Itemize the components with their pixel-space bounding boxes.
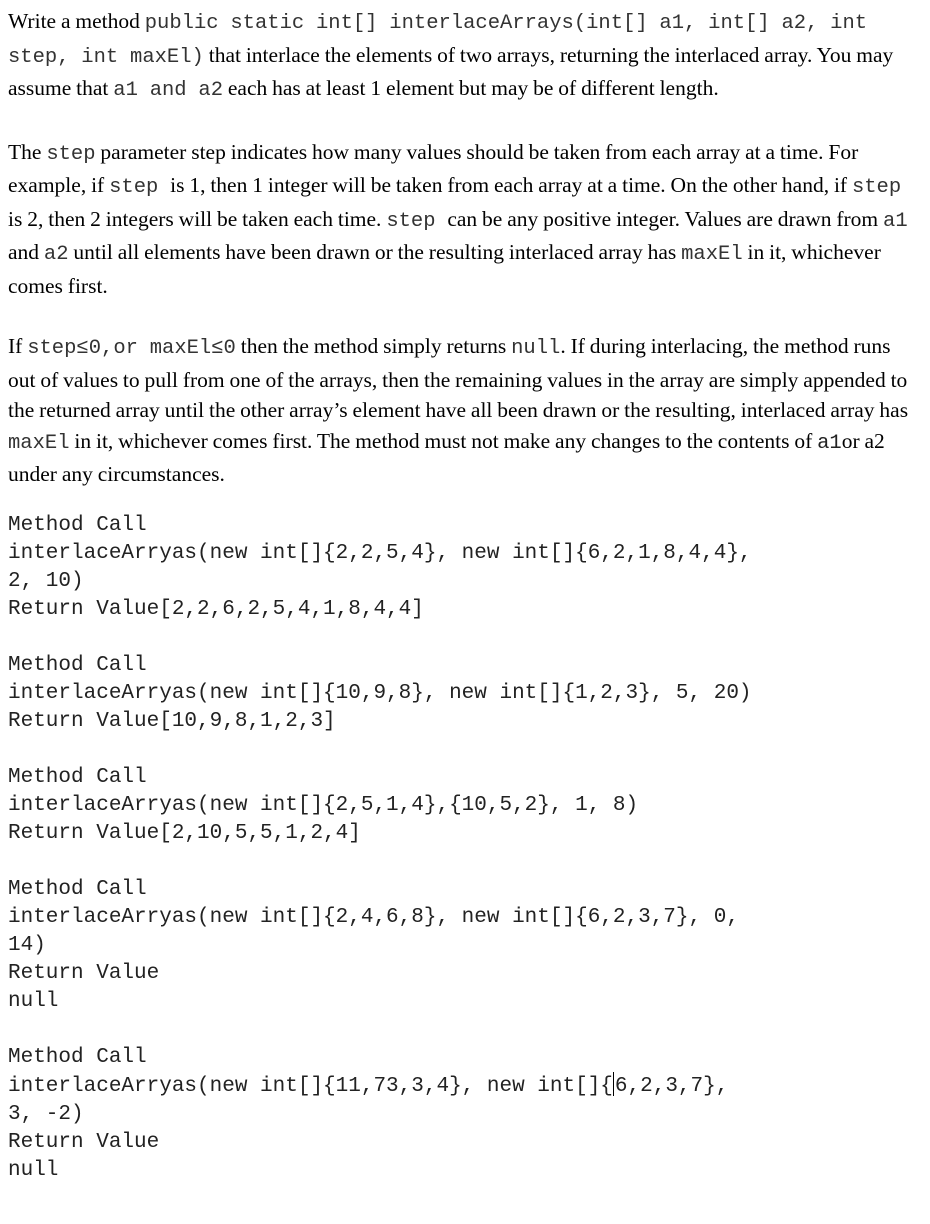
- inline-code: step: [386, 209, 448, 233]
- method-call-code: [8, 1072, 918, 1101]
- inline-code: maxEl: [8, 431, 70, 455]
- method-call-code: interlaceArryas(new int[]{2,5,1,4},{10,5,2}, 1, 8): [8, 793, 639, 817]
- return-value: Return Value[2,2,6,2,5,4,1,8,4,4]: [8, 597, 424, 621]
- text-run: each has at least 1 element but may be of different length.: [223, 76, 719, 100]
- examples-section: [8, 512, 918, 1185]
- paragraph-method-description: [8, 6, 918, 107]
- paragraph-step-description: [8, 137, 918, 302]
- method-call-code: 2, 10): [8, 569, 84, 593]
- method-call-code: interlaceArryas(new int[]{2,2,5,4}, new int[]{6,2,1,8,4,4},: [8, 541, 752, 565]
- example-block: [8, 1044, 918, 1185]
- text-run: that interlace the elements of two arrays, returning the interlaced array. You may assume that: [8, 42, 894, 100]
- text-run: If: [8, 334, 28, 358]
- text-run: . If during interlacing, the method runs out of values to pull from one of the arrays, then the remaining values in the array are simply appended to the returned array until the other array’s element have all been drawn or the resulting, interlaced array has: [8, 334, 909, 422]
- paragraph-null-and-append-rules: [8, 331, 918, 490]
- example-block: [8, 652, 918, 736]
- method-call-code: interlaceArryas(new int[]{2,4,6,8}, new int[]{6,2,3,7}, 0,: [8, 905, 739, 929]
- method-call-code: 3, -2): [8, 1102, 84, 1126]
- text-run: is 1, then 1 integer will be taken from each array at a time. On the other hand, if: [170, 173, 852, 197]
- text-run: can be any positive integer. Values are drawn from: [447, 206, 884, 231]
- text-run: Write a method: [8, 9, 145, 33]
- method-call-heading: Method Call: [8, 765, 147, 789]
- code-fragment: interlaceArryas(new int[]{11,73,3,4}, new int[]{: [8, 1074, 613, 1098]
- return-value: null: [8, 989, 59, 1013]
- method-call-heading: Method Call: [8, 653, 147, 677]
- inline-code: a1: [817, 431, 842, 455]
- return-value: Return Value[10,9,8,1,2,3]: [8, 709, 336, 733]
- text-cursor: [613, 1072, 614, 1096]
- inline-code: null: [511, 337, 561, 360]
- method-call-heading: Method Call: [8, 513, 147, 537]
- return-value-label: Return Value: [8, 961, 160, 985]
- document-page: [8, 6, 918, 1185]
- text-run: or a2 under any circumstances.: [8, 428, 885, 486]
- inline-code: step≤0,or maxEl≤0: [27, 337, 236, 360]
- method-call-code: interlaceArryas(new int[]{10,9,8}, new int[]{1,2,3}, 5, 20): [8, 681, 752, 705]
- method-signature-code: public static int[] interlaceArrays(int[] a1, int[] a2, int step, int maxEl): [8, 12, 868, 69]
- method-call-heading: Method Call: [8, 1045, 147, 1069]
- inline-code: step: [46, 142, 96, 166]
- inline-code: a2: [43, 243, 69, 266]
- method-call-heading: Method Call: [8, 877, 147, 901]
- return-value-label: Return Value: [8, 1130, 160, 1154]
- text-run: in it, whichever comes first.: [8, 240, 881, 298]
- example-block: [8, 764, 918, 848]
- inline-code: maxEl: [681, 243, 743, 266]
- method-call-code: 14): [8, 933, 46, 957]
- text-run: parameter step indicates how many values should be taken from each array at a time. For example, if: [8, 139, 859, 197]
- example-block: [8, 512, 918, 624]
- inline-code: step: [851, 176, 902, 199]
- inline-code: a1: [883, 209, 908, 233]
- text-run: and: [8, 240, 44, 264]
- text-run: until all elements have been drawn or the resulting interlaced array has: [68, 240, 682, 264]
- inline-code: step: [109, 176, 171, 199]
- return-value: null: [8, 1158, 59, 1182]
- inline-code: a1 and a2: [113, 79, 224, 102]
- text-run: is 2, then 2 integers will be taken each time.: [8, 206, 387, 231]
- text-run: in it, whichever comes first. The method must not make any changes to the contents of: [69, 428, 818, 453]
- code-fragment: 6,2,3,7},: [614, 1074, 729, 1098]
- example-block: [8, 876, 918, 1016]
- return-value: Return Value[2,10,5,5,1,2,4]: [8, 821, 361, 845]
- text-run: then the method simply returns: [235, 334, 512, 358]
- text-run: The: [8, 139, 47, 164]
